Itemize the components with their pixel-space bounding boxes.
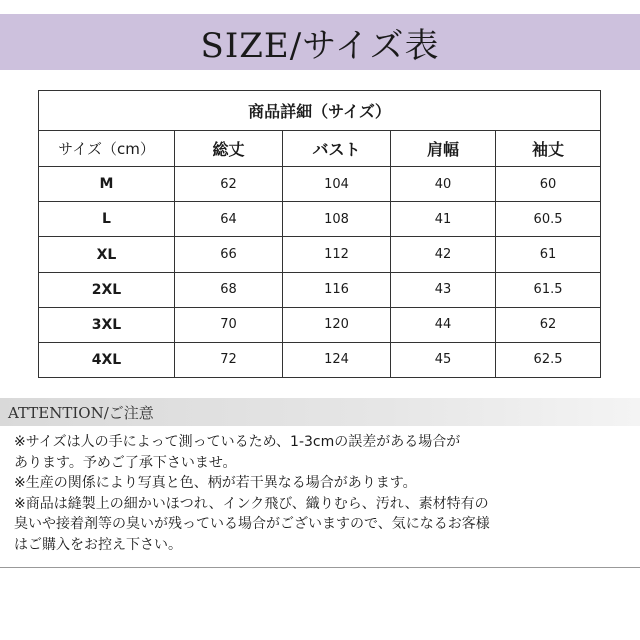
notes-divider [0,567,640,568]
table-cell: 70 [175,307,283,342]
table-row [39,202,601,237]
table-cell: 40 [391,167,496,202]
attention-banner [0,398,640,426]
table-cell: 66 [175,237,283,272]
table-row [39,307,601,342]
table-row [39,342,601,377]
table-caption-row [39,91,601,131]
table-cell: 116 [283,272,391,307]
table-row [39,237,601,272]
header-shoulder: 肩幅 [391,131,496,167]
attention-heading: ATTENTION/ご注意 [8,403,154,422]
table-cell: 61.5 [496,272,601,307]
table-cell: 112 [283,237,391,272]
table-cell: 108 [283,202,391,237]
table-cell: 44 [391,307,496,342]
table-cell: 68 [175,272,283,307]
size-label: M [39,167,175,202]
table-header-row [39,131,601,167]
table-cell: 61 [496,237,601,272]
size-table [38,90,601,378]
note-line: ※商品は縫製上の細かいほつれ、インク飛び、織りむら、汚れ、素材特有の [14,495,489,512]
size-label: XL [39,237,175,272]
table-row [39,272,601,307]
note-line: ※サイズは人の手によって測っているため、1-3cmの誤差がある場合が [14,434,461,450]
table-cell: 64 [175,202,283,237]
table-cell: 41 [391,202,496,237]
table-cell: 104 [283,167,391,202]
table-caption: 商品詳細（サイズ） [39,91,601,131]
note-line: はご購入をお控え下さい。 [14,536,182,553]
header-length: 総丈 [175,131,283,167]
table-cell: 62 [175,167,283,202]
table-cell: 60.5 [496,202,601,237]
title-banner [0,14,640,70]
attention-notes [14,432,630,555]
size-label: 2XL [39,272,175,307]
table-cell: 62 [496,307,601,342]
table-cell: 72 [175,342,283,377]
table-cell: 60 [496,167,601,202]
table-cell: 45 [391,342,496,377]
header-bust: バスト [283,131,391,167]
header-sleeve: 袖丈 [496,131,601,167]
table-cell: 42 [391,237,496,272]
note-line: ※生産の関係により写真と色、柄が若干異なる場合があります。 [14,475,417,491]
size-label: 4XL [39,342,175,377]
note-line: あります。予めご了承下さいませ。 [14,454,237,471]
note-line: 臭いや接着剤等の臭いが残っている場合がございますので、気になるお客様 [14,516,490,532]
table-cell: 43 [391,272,496,307]
header-size: サイズ（cm） [39,131,175,167]
size-label: 3XL [39,307,175,342]
size-label: L [39,202,175,237]
table-cell: 124 [283,342,391,377]
table-row [39,167,601,202]
table-cell: 62.5 [496,342,601,377]
table-cell: 120 [283,307,391,342]
page-title: SIZE/サイズ表 [200,25,440,66]
